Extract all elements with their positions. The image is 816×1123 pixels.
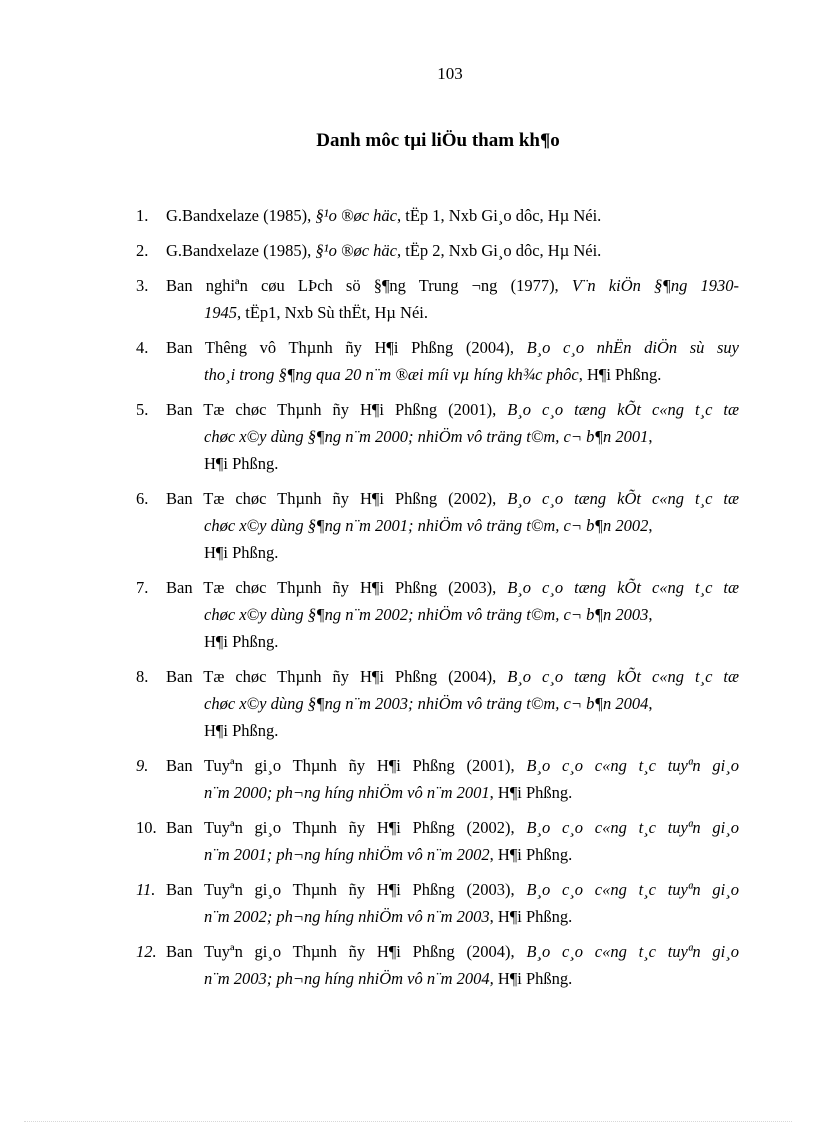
reference-segment: Ban nghiªn cøu LÞch sö §¶ng Trung ¬ng (1977), [166, 276, 572, 295]
reference-segment: G.Bandxelaze (1985), [166, 241, 316, 260]
reference-text [166, 272, 739, 326]
reference-line [166, 938, 739, 965]
reference-item [136, 202, 739, 229]
reference-title-segment: B¸o c¸o c«ng t¸c tuyªn gi¸o [526, 880, 739, 899]
reference-segment: H¶i Phßng. [204, 632, 279, 651]
reference-line [166, 485, 739, 512]
reference-item [136, 485, 739, 566]
reference-item [136, 752, 739, 806]
reference-segment: Ban Tuyªn gi¸o Thµnh ñy H¶i Phßng (2004), [166, 942, 527, 961]
reference-segment: H¶i Phßng. [204, 721, 279, 740]
reference-number: 10. [136, 818, 157, 837]
reference-line [166, 539, 739, 566]
reference-title-segment: B¸o c¸o tæng kÕt c«ng t¸c tæ [507, 578, 739, 597]
reference-segment: G.Bandxelaze (1985), [166, 206, 316, 225]
reference-segment: Ban Thêng vô Thµnh ñy H¶i Phßng (2004), [166, 338, 527, 357]
reference-line [166, 202, 739, 229]
reference-line [166, 903, 739, 930]
reference-segment: Ban Tæ chøc Thµnh ñy H¶i Phßng (2001), [166, 400, 508, 419]
page-bottom-divider [24, 1121, 792, 1122]
reference-title-segment: B¸o c¸o tæng kÕt c«ng t¸c tæ [507, 667, 739, 686]
reference-segment: H¶i Phßng. [204, 454, 279, 473]
reference-number: 11. [136, 880, 156, 899]
reference-title-segment: B¸o c¸o tæng kÕt c«ng t¸c tæ [507, 400, 739, 419]
reference-segment: , [648, 694, 653, 713]
reference-text [166, 237, 739, 264]
reference-segment: , H¶i Phßng. [489, 845, 573, 864]
reference-title-segment: chøc x©y dùng §¶ng n¨m 2001; nhiÖm vô träng t©m, c¬ b¶n 2002 [204, 516, 649, 535]
reference-number: 8. [136, 667, 149, 686]
reference-title-segment: chøc x©y dùng §¶ng n¨m 2000; nhiÖm vô träng t©m, c¬ b¶n 2001 [204, 427, 649, 446]
reference-number: 4. [136, 338, 149, 357]
reference-line [166, 574, 739, 601]
reference-title-segment: B¸o c¸o c«ng t¸c tuyªn gi¸o [526, 942, 739, 961]
reference-line [166, 717, 739, 744]
reference-title-segment: 1945 [204, 303, 237, 322]
reference-segment: Ban Tæ chøc Thµnh ñy H¶i Phßng (2003), [166, 578, 508, 597]
reference-text [166, 876, 739, 930]
reference-title-segment: chøc x©y dùng §¶ng n¨m 2002; nhiÖm vô träng t©m, c¬ b¶n 2003 [204, 605, 649, 624]
reference-item [136, 334, 739, 388]
reference-item [136, 814, 739, 868]
reference-item [136, 876, 739, 930]
reference-line [166, 512, 739, 539]
reference-segment: , [648, 605, 653, 624]
reference-segment: , H¶i Phßng. [489, 907, 573, 926]
reference-text [166, 485, 739, 566]
reference-line [166, 752, 739, 779]
reference-line [166, 396, 739, 423]
reference-segment: H¶i Phßng. [204, 543, 279, 562]
reference-number: 12. [136, 942, 157, 961]
reference-title-segment: B¸o c¸o c«ng t¸c tuyªn gi¸o [526, 818, 739, 837]
reference-line [166, 663, 739, 690]
reference-title-segment: B¸o c¸o nhËn diÖn sù suy [526, 338, 739, 357]
reference-line [166, 601, 739, 628]
reference-item [136, 938, 739, 992]
reference-item [136, 663, 739, 744]
reference-line [166, 876, 739, 903]
reference-line [166, 361, 739, 388]
reference-text [166, 663, 739, 744]
reference-item [136, 272, 739, 326]
reference-text [166, 752, 739, 806]
reference-title-segment: B¸o c¸o c«ng t¸c tuyªn gi¸o [526, 756, 739, 775]
reference-number: 2. [136, 241, 149, 260]
reference-title-segment: n¨m 2000; ph¬ng híng nhiÖm vô n¨m 2001 [204, 783, 490, 802]
reference-line [166, 334, 739, 361]
reference-number: 1. [136, 206, 149, 225]
reference-number: 5. [136, 400, 149, 419]
reference-line [166, 237, 739, 264]
reference-title-segment: tho¸i trong §¶ng qua 20 n¨m ®æi míi vµ híng kh¾c phôc [204, 365, 579, 384]
reference-title-segment: B¸o c¸o tæng kÕt c«ng t¸c tæ [507, 489, 739, 508]
reference-segment: , tËp 2, Nxb Gi¸o dôc, Hµ Néi. [397, 241, 602, 260]
reference-title-segment: chøc x©y dùng §¶ng n¨m 2003; nhiÖm vô träng t©m, c¬ b¶n 2004 [204, 694, 649, 713]
reference-segment: , H¶i Phßng. [578, 365, 662, 384]
reference-text [166, 814, 739, 868]
reference-text [166, 574, 739, 655]
reference-segment: Ban Tuyªn gi¸o Thµnh ñy H¶i Phßng (2001), [166, 756, 527, 775]
page-number: 103 [437, 64, 463, 83]
reference-item [136, 237, 739, 264]
reference-title-segment: V¨n kiÖn §¶ng 1930- [571, 276, 739, 295]
reference-line [166, 423, 739, 450]
reference-line [166, 628, 739, 655]
reference-title-segment: n¨m 2002; ph¬ng híng nhiÖm vô n¨m 2003 [204, 907, 490, 926]
reference-item [136, 574, 739, 655]
reference-list [136, 202, 739, 1000]
reference-number: 9. [136, 756, 149, 775]
reference-segment: , H¶i Phßng. [489, 783, 573, 802]
reference-segment: , [648, 516, 653, 535]
reference-segment: , tËp 1, Nxb Gi¸o dôc, Hµ Néi. [397, 206, 602, 225]
reference-item [136, 396, 739, 477]
reference-line [166, 779, 739, 806]
reference-text [166, 938, 739, 992]
reference-segment: Ban Tuyªn gi¸o Thµnh ñy H¶i Phßng (2002), [166, 818, 527, 837]
reference-segment: Ban Tæ chøc Thµnh ñy H¶i Phßng (2004), [166, 667, 508, 686]
reference-title-segment: n¨m 2003; ph¬ng híng nhiÖm vô n¨m 2004, [204, 969, 494, 988]
reference-number: 6. [136, 489, 149, 508]
reference-title-segment: §¹o ®øc häc [315, 206, 398, 225]
reference-text [166, 334, 739, 388]
reference-line [166, 450, 739, 477]
reference-line [166, 299, 739, 326]
reference-line [166, 272, 739, 299]
reference-title-segment: §¹o ®øc häc [315, 241, 398, 260]
reference-segment: , tËp1, Nxb Sù thËt, Hµ Néi. [237, 303, 428, 322]
reference-number: 3. [136, 276, 149, 295]
page-title: Danh môc tµi liÖu tham kh¶o [316, 130, 560, 151]
reference-segment: H¶i Phßng. [493, 969, 573, 988]
reference-segment: Ban Tuyªn gi¸o Thµnh ñy H¶i Phßng (2003), [166, 880, 527, 899]
reference-title-segment: n¨m 2001; ph¬ng híng nhiÖm vô n¨m 2002 [204, 845, 490, 864]
reference-segment: , [648, 427, 653, 446]
reference-number: 7. [136, 578, 149, 597]
reference-line [166, 690, 739, 717]
reference-text [166, 396, 739, 477]
reference-segment: Ban Tæ chøc Thµnh ñy H¶i Phßng (2002), [166, 489, 508, 508]
reference-line [166, 841, 739, 868]
reference-line [166, 814, 739, 841]
reference-line [166, 965, 739, 992]
reference-text [166, 202, 739, 229]
